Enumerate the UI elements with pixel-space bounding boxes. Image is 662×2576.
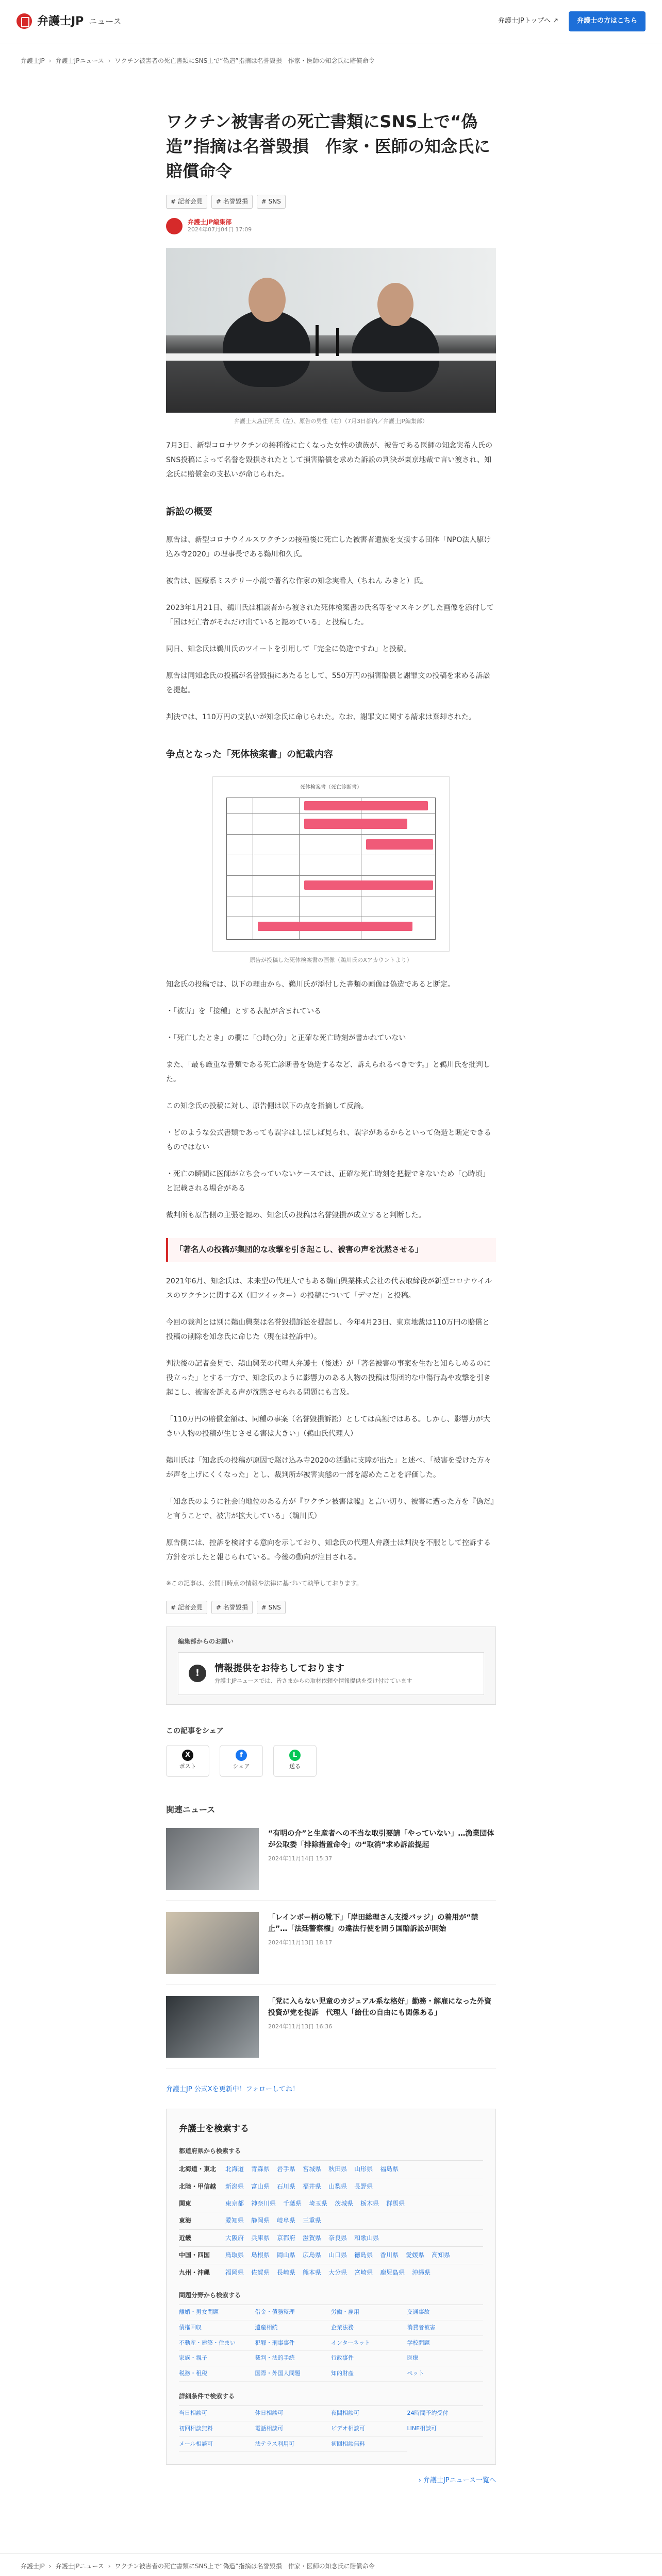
problem-link[interactable]: ペット	[407, 2366, 484, 2382]
region-row	[179, 2246, 483, 2263]
prefecture-link[interactable]: 鳥取県	[225, 2251, 244, 2259]
breadcrumb-item-news[interactable]: 弁護士JPニュース	[55, 2563, 104, 2570]
paragraph: 被告は、医療系ミステリー小説で著名な作家の知念実希人（ちねん みきと）氏。	[166, 577, 428, 586]
problem-search-title: 問題分野から検索する	[179, 2292, 241, 2299]
tag-press-conference[interactable]: # 記者会見	[166, 1601, 207, 1614]
detail-condition-link[interactable]: 休日相談可	[255, 2406, 332, 2421]
prefecture-link[interactable]: 兵庫県	[251, 2234, 270, 2242]
info-title: 情報提供をお待ちしております	[214, 1663, 344, 1674]
problem-link[interactable]: 裁判・法的手続	[255, 2351, 332, 2366]
share-line-button[interactable]	[273, 1745, 317, 1777]
region-name: 九州・沖縄	[179, 2268, 210, 2276]
prefecture-link[interactable]: 青森県	[251, 2165, 270, 2173]
paragraph: 原告は同知念氏の投稿が名誉毀損にあたるとして、550万円の損害賠償と謝罪文の投稿を求める訴訟を提起。	[166, 672, 490, 695]
paragraph: 「110万円の賠償金額は、同種の事案（名誉毀損訴訟）としては高額ではある。しかし、影響力が大きい人物の投稿が生じさせる害は大きい」（鵜山氏代理人）	[166, 1415, 490, 1438]
prefecture-link[interactable]: 長野県	[354, 2182, 373, 2190]
detail-condition-link[interactable]: 24時間予約受付	[407, 2406, 484, 2421]
related-title: 「党に入らない児童のカジュアル系な格好」勤務・解雇になった外資投資が党を提訴 代理人「給仕の自由にも関係ある」	[268, 1997, 492, 2018]
problem-link[interactable]: 犯罪・刑事事件	[255, 2336, 332, 2351]
prefecture-link[interactable]: 徳島県	[354, 2251, 373, 2259]
problem-link[interactable]: 税務・租税	[179, 2366, 255, 2382]
paragraph: 原告側には、控訴を検討する意向を示しており、知念氏の代理人弁護士は判決を不服として控訴する方針を示したと報じられている。今後の動向が注目される。	[166, 1538, 491, 1562]
detail-condition-link[interactable]: 法テラス利用可	[255, 2437, 332, 2452]
prefecture-link[interactable]: 宮崎県	[354, 2268, 373, 2276]
logo-text: 弁護士JP	[37, 14, 84, 28]
prefecture-link[interactable]: 群馬県	[386, 2200, 405, 2208]
prefecture-link[interactable]: 愛知県	[225, 2217, 244, 2225]
prefecture-link[interactable]: 宮城県	[303, 2165, 322, 2173]
share-buttons	[166, 1745, 496, 1777]
paragraph: 2021年6月、知念氏は、未来型の代理人でもある鵜山興業株式会社の代表取締役が新型コロナウイルスのワクチンに関するX（旧ツイッター）の投稿について「デマだ」と投稿。	[166, 1277, 492, 1300]
prefecture-link[interactable]: 高知県	[432, 2251, 451, 2259]
detail-condition-link[interactable]: 当日相談可	[179, 2406, 255, 2421]
breadcrumb-separator-icon: ›	[48, 57, 52, 64]
tag-sns[interactable]: # SNS	[257, 1601, 286, 1614]
facebook-icon: f	[236, 1750, 247, 1761]
search-title: 弁護士を検索する	[179, 2123, 249, 2134]
prefecture-link[interactable]: 石川県	[277, 2182, 296, 2190]
paragraph: 裁判所も原告側の主張を認め、知念氏の投稿は名誉毀損が成立すると判断した。	[166, 1211, 426, 1220]
prefecture-link[interactable]: 千葉県	[283, 2200, 302, 2208]
detail-list	[179, 2405, 483, 2452]
share-label: この記事をシェア	[166, 1726, 224, 1735]
prefecture-link[interactable]: 沖縄県	[412, 2268, 431, 2276]
region-row	[179, 2229, 483, 2246]
paragraph: 「知念氏のように社会的地位のある方が『ワクチン被害は嘘』と言い切り、被害に遭った方を『偽だ』と言うことで、被害が拡大している」（鵜川氏）	[166, 1497, 494, 1520]
problem-list	[179, 2304, 483, 2381]
paragraph: また、「最も厳重な書類である死亡診断書を偽造するなど、訴えられるべきです。」と鵜川氏を批判した。	[166, 1061, 490, 1084]
problem-link[interactable]: 家族・親子	[179, 2351, 255, 2366]
prefecture-link[interactable]: 鹿児島県	[380, 2268, 405, 2276]
problem-link[interactable]: 交通事故	[407, 2305, 484, 2320]
related-news-title: 関連ニュース	[166, 1804, 216, 1815]
section-heading-overview: 訴訟の概要	[166, 506, 212, 518]
region-row	[179, 2195, 483, 2212]
detail-condition-link[interactable]: 初回相談無料	[179, 2421, 255, 2437]
prefecture-link[interactable]: 島根県	[251, 2251, 270, 2259]
prefecture-link[interactable]: 山形県	[354, 2165, 373, 2173]
prefecture-link[interactable]: 秋田県	[328, 2165, 347, 2173]
footer-breadcrumb	[0, 2553, 662, 2576]
redaction-mark	[258, 922, 412, 931]
article-tags	[166, 195, 496, 208]
region-name: 東海	[179, 2217, 192, 2225]
detail-condition-link[interactable]: 初回相談無料	[331, 2437, 407, 2452]
prefecture-link[interactable]: 熊本県	[303, 2268, 322, 2276]
author-avatar	[166, 218, 183, 234]
lawyer-search-box	[166, 2109, 496, 2465]
top-page-link-label: 弁護士JPトップへ	[498, 17, 551, 25]
problem-link[interactable]: 不動産・建築・住まい	[179, 2336, 255, 2351]
paragraph: 2023年1月21日、鵜川氏は相談者から渡された死体検案書の氏名等をマスキングした画像を添付して「国は死亡者がそれだけ出ていると認めている」と投稿した。	[166, 604, 494, 627]
hero-image	[166, 248, 496, 413]
prefecture-link[interactable]: 香川県	[380, 2251, 399, 2259]
paragraph: 判決では、110万円の支払いが知念氏に命じられた。なお、謝罪文に関する請求は棄却された。	[166, 713, 476, 722]
related-thumbnail	[166, 1912, 259, 1974]
death-certificate-image	[212, 776, 450, 952]
problem-link[interactable]: 遺産相続	[255, 2320, 332, 2336]
info-subtitle: 弁護士JPニュースでは、皆さまからの取材依頼や情報提供を受け付けています	[214, 1677, 412, 1685]
publish-date: 2024年07月04日 17:09	[188, 226, 252, 233]
prefecture-link[interactable]: 京都府	[277, 2234, 296, 2242]
prefecture-link[interactable]: 大分県	[328, 2268, 347, 2276]
article-title: ワクチン被害者の死亡書類にSNS上で“偽造”指摘は名誉毀損 作家・医師の知念氏に賠償命令	[166, 112, 491, 181]
site-header	[0, 0, 662, 43]
region-name: 北陸・甲信越	[179, 2182, 217, 2190]
problem-link[interactable]: 債権回収	[179, 2320, 255, 2336]
detail-condition-link[interactable]: ビデオ相談可	[331, 2421, 407, 2437]
redaction-mark	[366, 839, 433, 850]
problem-link[interactable]: 国際・外国人問題	[255, 2366, 332, 2382]
related-date: 2024年11月14日 15:37	[268, 1855, 333, 1862]
breadcrumb-item-home[interactable]: 弁護士JP	[21, 57, 45, 64]
breadcrumb	[0, 43, 662, 78]
region-name: 関東	[179, 2200, 192, 2208]
prefecture-link[interactable]: 東京都	[225, 2200, 244, 2208]
breadcrumb-separator-icon: ›	[108, 2563, 111, 2570]
tag-press-conference[interactable]: # 記者会見	[166, 195, 207, 208]
prefecture-link[interactable]: 新潟県	[225, 2182, 244, 2190]
logo-sub: ニュース	[89, 16, 122, 26]
prefecture-link[interactable]: 山口県	[328, 2251, 347, 2259]
paragraph: 原告は、新型コロナウイルスワクチンの接種後に死亡した被害者遺族を支援する団体「NPO法人駆け込み寺2020」の理事長である鵜川和久氏。	[166, 536, 491, 559]
prefecture-link[interactable]: 佐賀県	[251, 2268, 270, 2276]
share-line-label: 送る	[289, 1763, 301, 1770]
paragraph: 今回の裁判とは別に鵜山興業は名誉毀損訴訟を提起し、今年4月23日、東京地裁は110万円の賠償と投稿の削除を知念氏に命じた（現在は控訴中）。	[166, 1318, 490, 1341]
info-label: 編集部からのお願い	[178, 1638, 234, 1646]
related-date: 2024年11月13日 18:17	[268, 1939, 333, 1946]
related-title: “有明の介”と生産者への不当な取引要請「やっていない」…漁業団体が公取委「排除措置命令」の“取消”求め訴訟提起	[268, 1829, 494, 1850]
top-page-link[interactable]	[498, 15, 558, 27]
share-x-button[interactable]	[166, 1745, 209, 1777]
doc-title: 死体検案書（死亡診断書）	[300, 784, 362, 790]
paragraph: ・「被害」を「接種」とする表記が含まれている	[166, 1007, 321, 1016]
prefecture-link[interactable]: 三重県	[303, 2217, 322, 2225]
share-facebook-button[interactable]	[220, 1745, 263, 1777]
detail-condition-link[interactable]: 夜間相談可	[331, 2406, 407, 2421]
prefecture-link[interactable]: 長崎県	[277, 2268, 296, 2276]
breadcrumb-item-news[interactable]: 弁護士JPニュース	[55, 57, 104, 64]
prefecture-link[interactable]: 岩手県	[277, 2165, 296, 2173]
share-facebook-label: シェア	[233, 1763, 250, 1770]
hero-caption: 弁護士大島正明氏（左）、原告の男性（右）（7月3日都内／弁護士JP編集部）	[234, 417, 428, 425]
section-heading-document: 争点となった「死体検案書」の記載内容	[166, 749, 333, 760]
problem-link[interactable]: 学校問題	[407, 2336, 484, 2351]
tag-defamation[interactable]: # 名誉毀損	[211, 195, 253, 208]
prefecture-link[interactable]: 富山県	[251, 2182, 270, 2190]
problem-link[interactable]: 離婚・男女問題	[179, 2305, 255, 2320]
prefecture-link[interactable]: 大阪府	[225, 2234, 244, 2242]
paragraph: ・どのような公式書類であっても誤字はしばしば見られ、誤字があるからといって偽造と断定できるものではない	[166, 1129, 491, 1152]
detail-search-title: 詳細条件で検索する	[179, 2392, 235, 2400]
prefecture-link[interactable]: 北海道	[225, 2165, 244, 2173]
region-name: 中国・四国	[179, 2251, 210, 2259]
prefecture-link[interactable]: 和歌山県	[354, 2234, 379, 2242]
x-icon: X	[182, 1750, 193, 1761]
problem-link[interactable]: インターネット	[331, 2336, 407, 2351]
paragraph: ・死亡の瞬間に医師が立ち会っていないケースでは、正確な死亡時刻を把握できないため「○時頃」と記載される場合がある	[166, 1170, 490, 1193]
prefecture-link[interactable]: 神奈川県	[251, 2200, 276, 2208]
follow-x-link[interactable]: 弁護士JP 公式Xを更新中！フォローしてね！	[166, 2085, 300, 2093]
prefecture-link[interactable]: 滋賀県	[303, 2234, 322, 2242]
paragraph: ・「死亡したとき」の欄に「○時○分」と正確な死亡時刻が書かれていない	[166, 1034, 406, 1043]
prefecture-link[interactable]: 愛媛県	[406, 2251, 425, 2259]
paragraph: 同日、知念氏は鵜川氏のツイートを引用して「完全に偽造ですね」と投稿。	[166, 645, 411, 654]
prefecture-link[interactable]: 茨城県	[335, 2200, 354, 2208]
paragraph: 鵜川氏は「知念氏の投稿が原因で駆け込み寺2020の活動に支障が出た」と述べ、「被害を受けた方々が声を上げにくくなった」とし、裁判所が被害実態の一部を認めたことを評価した。	[166, 1456, 491, 1479]
article-container	[166, 109, 496, 2486]
breadcrumb-separator-icon: ›	[108, 57, 111, 64]
news-list-link[interactable]: › 弁護士JPニュース一覧へ	[418, 2477, 496, 2485]
paragraph: 判決後の記者会見で、鵜山興業の代理人弁護士（後述）が「著名被害の事案を生むと知らしめるのに役立った」とする一方で、知念氏のように影響力のある人物の投稿は集団的な中傷行為や攻撃を引き起こし、被害を訴える声が沈黙させられる問題にも言及。	[166, 1359, 491, 1397]
share-x-label: ポスト	[179, 1763, 196, 1770]
lawyer-cta-button[interactable]: 弁護士の方はこちら	[569, 11, 646, 31]
bottom-tags	[166, 1601, 496, 1614]
related-date: 2024年11月13日 16:36	[268, 2023, 333, 2030]
related-news-item[interactable]	[166, 1996, 496, 2069]
region-list	[179, 2160, 483, 2281]
prefecture-link[interactable]: 奈良県	[328, 2234, 347, 2242]
region-name: 近畿	[179, 2234, 192, 2242]
region-row	[179, 2264, 483, 2281]
related-news-item[interactable]	[166, 1828, 496, 1901]
prefecture-link[interactable]: 栃木県	[360, 2200, 379, 2208]
breadcrumb-separator-icon: ›	[48, 2563, 52, 2570]
prefecture-link[interactable]: 福井県	[303, 2182, 322, 2190]
author-info	[166, 218, 496, 234]
related-thumbnail	[166, 1828, 259, 1890]
info-icon: !	[189, 1665, 206, 1682]
logo-mark-icon	[16, 13, 32, 29]
doc-caption: 原告が投稿した死体検案書の画像（鵜川氏のXアカウントより）	[250, 956, 412, 963]
tag-sns[interactable]: # SNS	[257, 195, 286, 208]
detail-condition-link[interactable]: メール相談可	[179, 2437, 255, 2452]
related-thumbnail	[166, 1996, 259, 2058]
breadcrumb-item-current: ワクチン被害者の死亡書類にSNS上で“偽造”指摘は名誉毀損 作家・医師の知念氏に賠償命令	[114, 57, 375, 64]
prefecture-link[interactable]: 岡山県	[277, 2251, 296, 2259]
problem-link[interactable]: 消費者被害	[407, 2320, 484, 2336]
breadcrumb-item-home[interactable]: 弁護士JP	[21, 2563, 45, 2570]
quote-heading: 「著名人の投稿が集団的な攻撃を引き起こし、被害の声を沈黙させる」	[166, 1238, 496, 1262]
problem-link[interactable]: 労働・雇用	[331, 2305, 407, 2320]
region-row	[179, 2178, 483, 2195]
problem-link[interactable]: 企業法務	[331, 2320, 407, 2336]
detail-condition-link[interactable]: LINE相談可	[407, 2421, 484, 2437]
prefecture-link[interactable]: 岐阜県	[277, 2217, 296, 2225]
related-title: 「レインボー柄の靴下」「岸田総理さん支援バッジ」の着用が“禁止”…「法廷警察権」の違法行使を問う国賠訴訟が開始	[268, 1913, 478, 1934]
prefecture-link[interactable]: 静岡県	[251, 2217, 270, 2225]
redaction-mark	[304, 801, 428, 810]
problem-link[interactable]: 医療	[407, 2351, 484, 2366]
related-news-item[interactable]	[166, 1912, 496, 1985]
region-row	[179, 2212, 483, 2229]
author-name[interactable]: 弁護士JP編集部	[188, 218, 232, 226]
line-icon: L	[289, 1750, 301, 1761]
news-list-link-label: 弁護士JPニュース一覧へ	[423, 2477, 496, 2485]
problem-link[interactable]: 知的財産	[331, 2366, 407, 2382]
region-name: 北海道・東北	[179, 2165, 217, 2173]
paragraph: 知念氏の投稿では、以下の理由から、鵜川氏が添付した書類の画像は偽造であると断定。	[166, 980, 455, 989]
detail-condition-link[interactable]: 電話相談可	[255, 2421, 332, 2437]
prefecture-link[interactable]: 広島県	[303, 2251, 322, 2259]
paragraph: この知念氏の投稿に対し、原告側は以下の点を指摘して反論。	[166, 1102, 368, 1111]
article-note: ※この記事は、公開日時点の情報や法律に基づいて執筆しております。	[166, 1579, 363, 1587]
lead-paragraph: 7月3日、新型コロナワクチンの接種後に亡くなった女性の遺族が、被告である医師の知念実希人氏のSNS投稿によって名誉を毀損されたとして損害賠償を求めた訴訟の判決が東京地裁で言い渡され、知念氏に賠償金の支払いが命じられた。	[166, 442, 493, 479]
redaction-mark	[304, 819, 407, 829]
region-row	[179, 2160, 483, 2177]
region-search-title: 都道府県から検索する	[179, 2147, 241, 2155]
problem-link[interactable]: 借金・債務整理	[255, 2305, 332, 2320]
prefecture-link[interactable]: 埼玉県	[309, 2200, 328, 2208]
prefecture-link[interactable]: 福岡県	[225, 2268, 244, 2276]
info-banner[interactable]	[178, 1652, 484, 1695]
problem-link[interactable]: 行政事件	[331, 2351, 407, 2366]
prefecture-link[interactable]: 山梨県	[328, 2182, 347, 2190]
tag-defamation[interactable]: # 名誉毀損	[211, 1601, 253, 1614]
redaction-mark	[304, 880, 433, 890]
site-logo[interactable]	[16, 12, 122, 31]
breadcrumb-item-current: ワクチン被害者の死亡書類にSNS上で“偽造”指摘は名誉毀損 作家・医師の知念氏に賠償命令	[114, 2563, 375, 2570]
external-link-icon: ↗	[553, 17, 558, 25]
prefecture-link[interactable]: 福島県	[380, 2165, 399, 2173]
info-request-box	[166, 1626, 496, 1705]
